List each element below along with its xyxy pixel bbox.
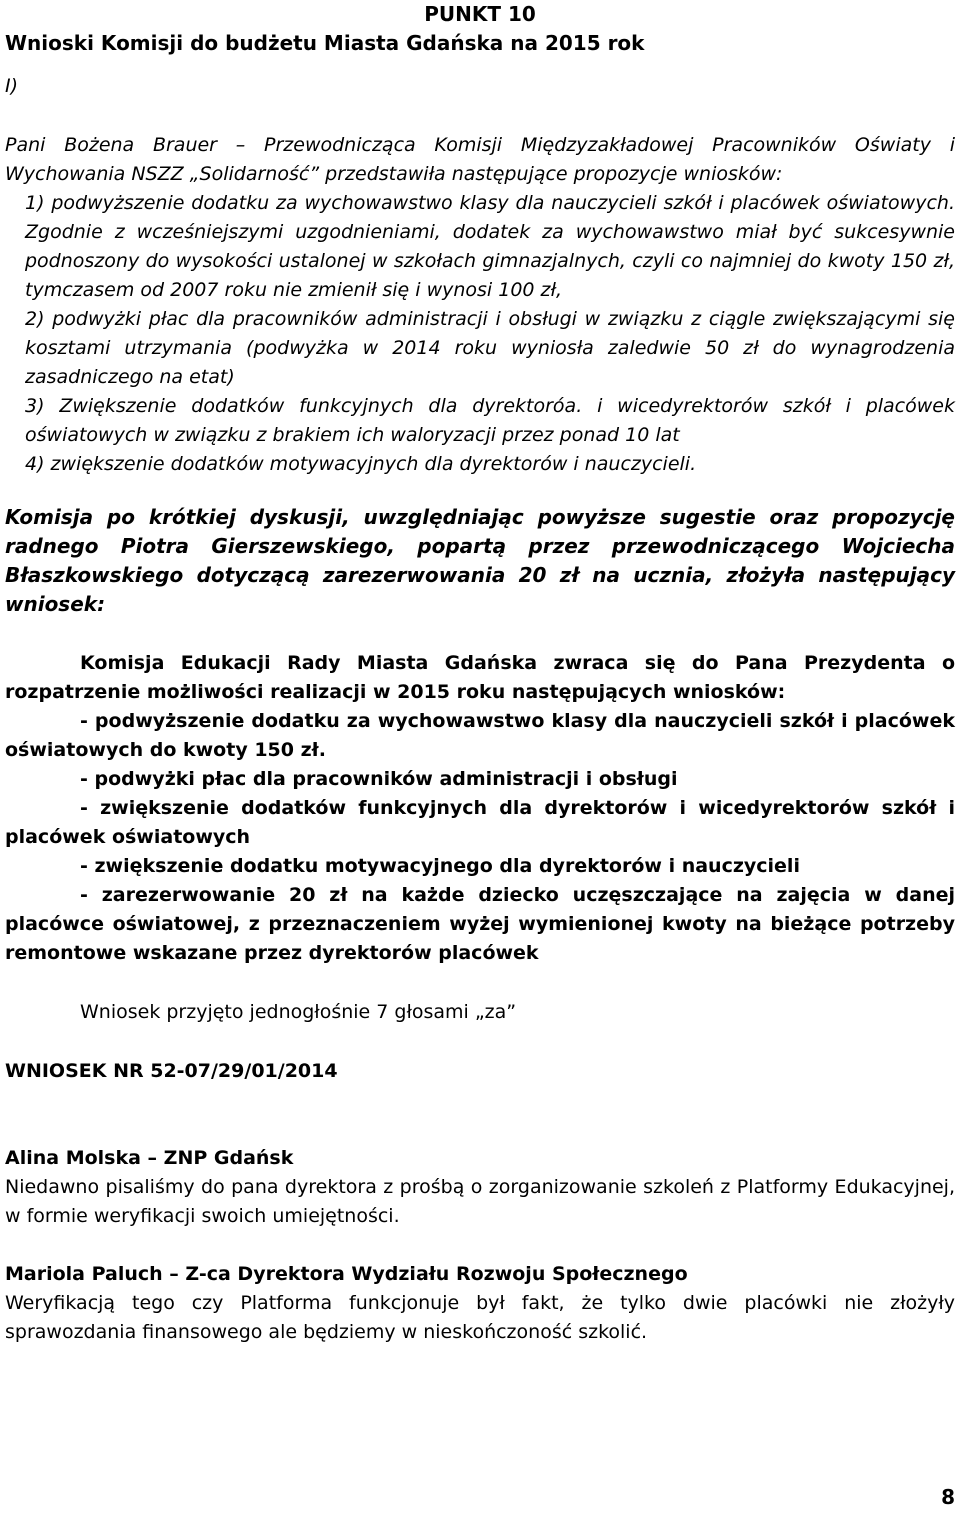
speaker-name-1: Alina Molska – ZNP Gdańsk <box>5 1147 294 1169</box>
motion-lead: Komisja Edukacji Rady Miasta Gdańska zwraca się do Pana Prezydenta o rozpatrzenie możliwości realizacji w 2015 roku następujących wniosków: <box>5 652 955 703</box>
commission-paragraph: Komisja po krótkiej dyskusji, uwzględniając powyższe sugestie oraz propozycję radnego Piotra Gierszewskiego, popartą przez przewodniczącego Wojciecha Błaszkowskiego dotyczącą zarezerwowania 20 zł na ucznia, złożyła następujący wniosek: <box>5 505 955 616</box>
page-title: Wnioski Komisji do budżetu Miasta Gdańska na 2015 rok <box>5 31 645 55</box>
punkt-heading: PUNKT 10 <box>424 2 536 26</box>
speaker-text-1: Niedawno pisaliśmy do pana dyrektora z prośbą o zorganizowanie szkoleń z Platformy Edukacyjnej, w formie weryfikacji swoich umiejętności. <box>5 1176 955 1227</box>
speaker-text-2: Weryfikacją tego czy Platforma funkcjonuje był fakt, że tylko dwie placówki nie złożyły sprawozdania finansowego ale będziemy w nieskończoność szkolić. <box>5 1292 955 1343</box>
proposal-item-4: 4) zwiększenie dodatków motywacyjnych dla dyrektorów i nauczycieli. <box>25 453 697 475</box>
speaker-name-2: Mariola Paluch – Z-ca Dyrektora Wydziału Rozwoju Społecznego <box>5 1263 688 1285</box>
wniosek-number: WNIOSEK NR 52-07/29/01/2014 <box>5 1060 338 1082</box>
motion-point-1: - podwyższenie dodatku za wychowawstwo klasy dla nauczycieli szkół i placówek oświatowych do kwoty 150 zł. <box>5 710 955 761</box>
intro-paragraph: Pani Bożena Brauer – Przewodnicząca Komisji Międzyzakładowej Pracowników Oświaty i Wychowania NSZZ „Solidarność” przedstawiła następujące propozycje wniosków: <box>5 134 955 185</box>
motion-point-2: - podwyżki płac dla pracowników administracji i obsługi <box>80 768 678 790</box>
motion-point-3: - zwiększenie dodatków funkcyjnych dla dyrektorów i wicedyrektorów szkół i placówek oświatowych <box>5 797 955 848</box>
page-number: 8 <box>941 1485 955 1509</box>
motion-point-5: - zarezerwowanie 20 zł na każde dziecko uczęszczające na zajęcia w danej placówce oświatowej, z przeznaczeniem wyżej wymienionej kwoty na bieżące potrzeby remontowe wskazane przez dyrektorów placówek <box>5 884 955 964</box>
document-page <box>5 0 955 1347</box>
motion-point-4: - zwiększenie dodatku motywacyjnego dla dyrektorów i nauczycieli <box>80 855 800 877</box>
proposal-item-2: 2) podwyżki płac dla pracowników administracji i obsługi w związku z ciągle zwiększającymi się kosztami utrzymania (podwyżka w 2014 roku wyniosła zaledwie 50 zł do wynagrodzenia zasadniczego na etat) <box>25 308 955 388</box>
vote-result: Wniosek przyjęto jednogłośnie 7 głosami „za” <box>80 1001 517 1023</box>
proposal-item-3: 3) Zwiększenie dodatków funkcyjnych dla dyrektoróa. i wicedyrektorów szkół i placówek oświatowych w związku z brakiem ich waloryzacji przez ponad 10 lat <box>25 395 955 446</box>
proposal-item-1: 1) podwyższenie dodatku za wychowawstwo klasy dla nauczycieli szkół i placówek oświatowych. Zgodnie z wcześniejszymi uzgodnieniami, dodatek za wychowawstwo miał być sukcesywnie podnoszony do wysokości ustalonej w szkołach gimnazjalnych, czyli co najmniej do kwoty 150 zł, tymczasem od 2007 roku nie zmienił się i wynosi 100 zł, <box>25 192 955 301</box>
section-label: I) <box>5 75 19 97</box>
